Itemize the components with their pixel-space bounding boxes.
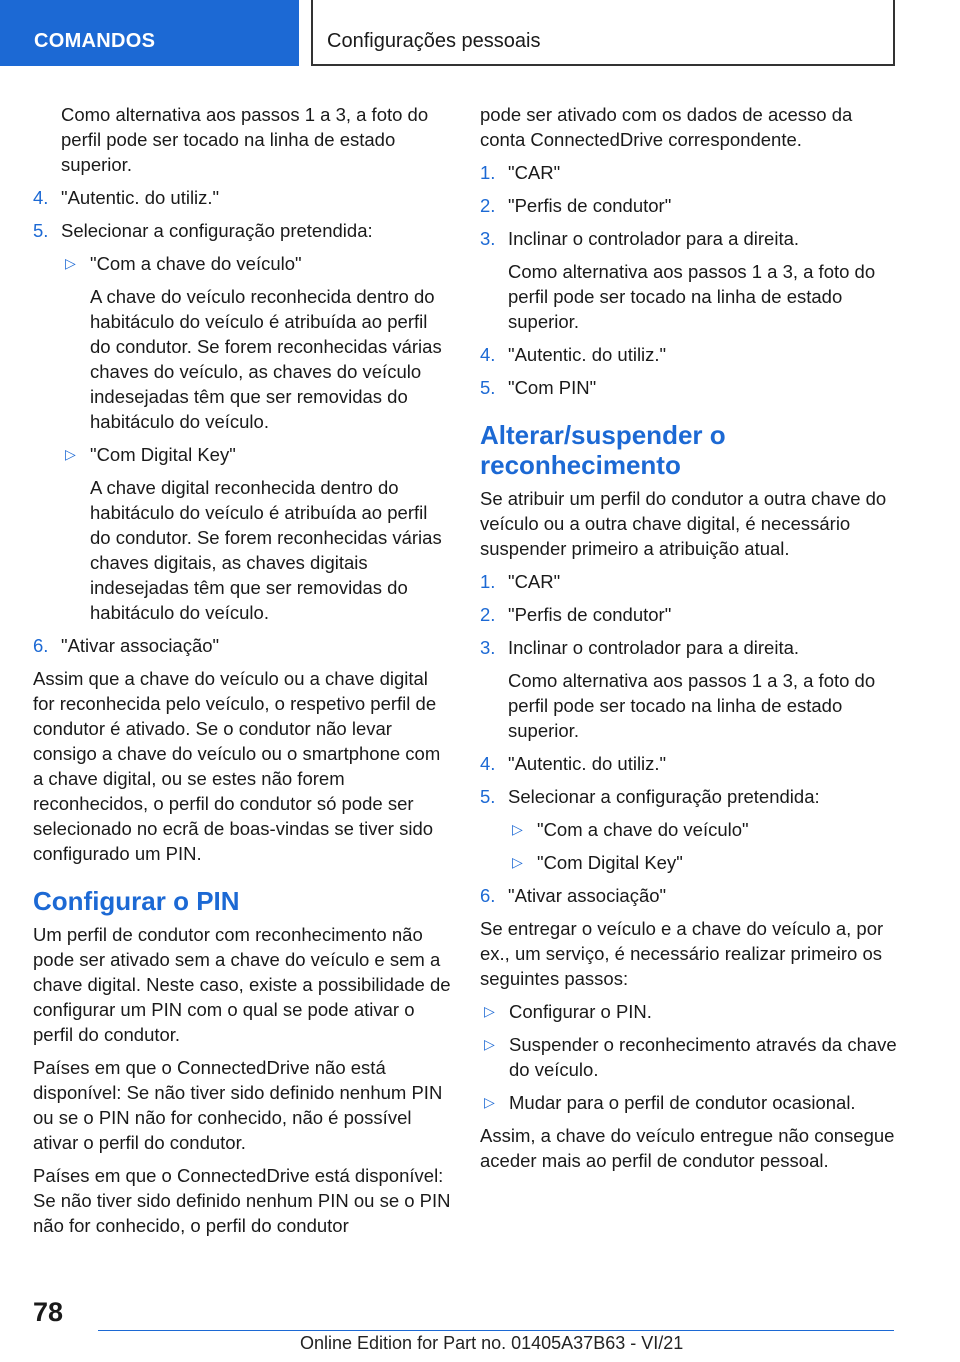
bullet-item (508, 817, 900, 842)
bullet-text: Configurar o PIN. (509, 1001, 652, 1022)
triangle-bullet-icon: ▷ (512, 821, 523, 837)
bullet-item (480, 1090, 900, 1115)
step-text: "Ativar associação" (61, 635, 220, 656)
step-text: "Perfis de condutor" (508, 195, 672, 216)
paragraph: Um perfil de condutor com reconhecimento não pode ser ativado sem a chave do veículo e sem a chave digital. Neste caso, existe a possibilidade de configurar um PIN com o qual se pode ativar o perfil do condutor. (33, 924, 451, 1045)
bullet-text: Mudar para o perfil de condutor ocasional. (509, 1092, 856, 1113)
list-item (480, 569, 900, 594)
list-item (480, 602, 900, 627)
paragraph: Países em que o ConnectedDrive não está disponível: Se não tiver sido definido nenhum PIN ou se o PIN não for conhecido, não é possível ativar o perfil do condutor. (33, 1057, 443, 1153)
triangle-bullet-icon: ▷ (65, 255, 76, 271)
paragraph: pode ser ativado com os dados de acesso da conta ConnectedDrive correspondente. (480, 104, 853, 150)
step-number: 2. (480, 604, 496, 625)
bullet-text: "Com Digital Key" (90, 444, 236, 465)
step-number: 4. (480, 753, 496, 774)
step-number: 6. (33, 635, 49, 656)
list-item (480, 342, 900, 367)
bullet-text: "Com a chave do veículo" (537, 819, 749, 840)
step-number: 1. (480, 162, 496, 183)
triangle-bullet-icon: ▷ (65, 446, 76, 462)
list-item (33, 633, 451, 658)
paragraph: Se atribuir um perfil do condutor a outra chave do veículo ou a outra chave digital, é necessário suspender primeiro a atribuição atual. (480, 488, 887, 559)
step-number: 4. (480, 344, 496, 365)
paragraph: Como alternativa aos passos 1 a 3, a foto do perfil pode ser tocado na linha de estado superior. (508, 261, 876, 332)
step-text: Selecionar a configuração pretendida: (508, 786, 820, 807)
left-column (33, 102, 451, 1246)
list-item (480, 883, 900, 908)
list-item (480, 193, 900, 218)
bullet-text: "Com a chave do veículo" (90, 253, 302, 274)
step-number: 3. (480, 228, 496, 249)
step-number: 1. (480, 571, 496, 592)
bullet-item (61, 442, 451, 467)
list-item (480, 751, 900, 776)
step-number: 5. (480, 377, 496, 398)
bullet-text: Suspender o reconhecimento através da chave do veículo. (509, 1034, 897, 1080)
triangle-bullet-icon: ▷ (484, 1036, 495, 1052)
list-item (480, 160, 900, 185)
list-item (480, 226, 900, 251)
list-item (33, 218, 451, 243)
list-item (480, 375, 900, 400)
paragraph: Como alternativa aos passos 1 a 3, a foto do perfil pode ser tocado na linha de estado superior. (61, 104, 429, 175)
triangle-bullet-icon: ▷ (512, 854, 523, 870)
bullet-item (480, 1032, 900, 1082)
step-text: Inclinar o controlador para a direita. (508, 637, 800, 658)
triangle-bullet-icon: ▷ (484, 1094, 495, 1110)
paragraph: A chave digital reconhecida dentro do habitáculo do veículo é atribuída ao perfil do condutor. Se forem reconhecidas várias chaves digitais, as chaves digitais indesejadas têm que ser removidas do habitáculo do veículo. (90, 477, 442, 623)
step-text: Inclinar o controlador para a direita. (508, 228, 800, 249)
right-column (480, 102, 900, 1181)
step-text: "CAR" (508, 162, 561, 183)
paragraph: Assim que a chave do veículo ou a chave digital for reconhecida pelo veículo, o respetivo perfil de condutor é ativado. Se o condutor não levar consigo a chave do veículo ou o smartphone com a chave digital, ou se estes não forem reconhecidos, o perfil do condutor só pode ser selecionado no ecrã de boas-vindas se tiver sido configurado um PIN. (33, 668, 441, 864)
bullet-item (480, 999, 900, 1024)
paragraph: Assim, a chave do veículo entregue não consegue aceder mais ao perfil de condutor pessoal. (480, 1125, 895, 1171)
bullet-item (61, 251, 451, 276)
paragraph: Países em que o ConnectedDrive está disponível: Se não tiver sido definido nenhum PIN ou se o PIN não for conhecido, o perfil do condutor (33, 1165, 451, 1236)
step-text: "Perfis de condutor" (508, 604, 672, 625)
step-text: "Autentic. do utiliz." (61, 187, 220, 208)
step-text: Selecionar a configuração pretendida: (61, 220, 373, 241)
page-number: 78 (33, 1297, 64, 1327)
section-heading: Alterar/suspender o reconhecimento (480, 420, 726, 480)
step-number: 5. (480, 786, 496, 807)
triangle-bullet-icon: ▷ (484, 1003, 495, 1019)
section-tab: COMANDOS (0, 0, 299, 66)
paragraph: Se entregar o veículo e a chave do veículo a, por ex., um serviço, é necessário realizar primeiro os seguintes passos: (480, 918, 884, 989)
step-number: 6. (480, 885, 496, 906)
list-item (33, 185, 451, 210)
list-item (480, 635, 900, 660)
step-number: 5. (33, 220, 49, 241)
step-text: "Autentic. do utiliz." (508, 344, 667, 365)
paragraph: A chave do veículo reconhecida dentro do habitáculo do veículo é atribuída ao perfil do condutor. Se forem reconhecidas várias chaves do veículo, as chaves do veículo indesejadas têm que ser removidas do habitáculo do veículo. (90, 286, 442, 432)
step-text: "Ativar associação" (508, 885, 667, 906)
step-text: "Autentic. do utiliz." (508, 753, 667, 774)
bullet-item (508, 850, 900, 875)
footer-divider (98, 1330, 894, 1331)
paragraph: Como alternativa aos passos 1 a 3, a foto do perfil pode ser tocado na linha de estado superior. (508, 670, 876, 741)
footer-edition: Online Edition for Part no. 01405A37B63 - VI/21 (300, 1333, 684, 1353)
step-text: "Com PIN" (508, 377, 597, 398)
step-number: 4. (33, 187, 49, 208)
step-number: 3. (480, 637, 496, 658)
section-heading: Configurar o PIN (33, 886, 240, 916)
chapter-title: Configurações pessoais (311, 0, 895, 66)
step-text: "CAR" (508, 571, 561, 592)
list-item (480, 784, 900, 809)
step-number: 2. (480, 195, 496, 216)
bullet-text: "Com Digital Key" (537, 852, 683, 873)
